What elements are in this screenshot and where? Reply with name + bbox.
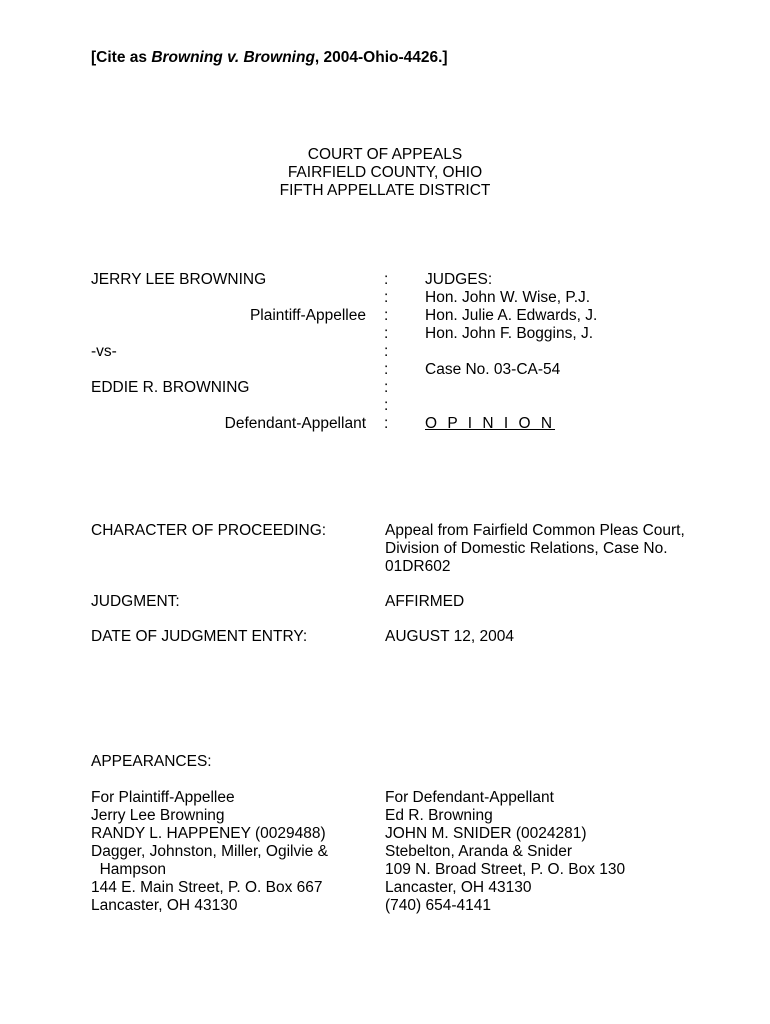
date-of-entry-value: AUGUST 12, 2004 bbox=[385, 628, 514, 645]
case-caption-parties bbox=[91, 271, 366, 433]
defendant-counsel-line: JOHN M. SNIDER (0024281) bbox=[385, 825, 587, 842]
defendant-counsel-line: Lancaster, OH 43130 bbox=[385, 879, 532, 896]
separator: : bbox=[384, 379, 389, 396]
appearances-heading: APPEARANCES: bbox=[91, 753, 212, 770]
caption-separator-column bbox=[384, 271, 388, 433]
separator: : bbox=[384, 307, 389, 324]
case-caption-judges bbox=[425, 271, 597, 433]
defendant-counsel-line: 109 N. Broad Street, P. O. Box 130 bbox=[385, 861, 626, 878]
plaintiff-counsel-block bbox=[91, 789, 328, 915]
defendant-name: EDDIE R. BROWNING bbox=[91, 379, 250, 396]
plaintiff-counsel-line: Hampson bbox=[91, 861, 166, 878]
court-line-2: FAIRFIELD COUNTY, OHIO bbox=[287, 164, 483, 181]
proceeding-line: Division of Domestic Relations, Case No. bbox=[385, 540, 668, 557]
separator: : bbox=[384, 415, 389, 432]
judge-name: Hon. Julie A. Edwards, J. bbox=[425, 307, 598, 324]
judge-name: Hon. John W. Wise, P.J. bbox=[425, 289, 591, 306]
date-of-entry-label: DATE OF JUDGMENT ENTRY: bbox=[91, 628, 308, 645]
defendant-counsel-line: Ed R. Browning bbox=[385, 807, 493, 824]
citation-prefix: [Cite as bbox=[91, 49, 152, 66]
court-heading bbox=[0, 146, 770, 200]
separator: : bbox=[384, 397, 389, 414]
proceeding-line: Appeal from Fairfield Common Pleas Court, bbox=[385, 522, 685, 539]
plaintiff-name: JERRY LEE BROWNING bbox=[91, 271, 267, 288]
separator: : bbox=[384, 289, 389, 306]
separator: : bbox=[384, 343, 389, 360]
proceeding-line: 01DR602 bbox=[385, 558, 451, 575]
judgment-value: AFFIRMED bbox=[385, 593, 465, 610]
court-line-3: FIFTH APPELLATE DISTRICT bbox=[279, 182, 491, 199]
versus: -vs- bbox=[91, 343, 117, 360]
defendant-role: Defendant-Appellant bbox=[224, 415, 366, 432]
plaintiff-counsel-line: 144 E. Main Street, P. O. Box 667 bbox=[91, 879, 323, 896]
defendant-counsel-line: For Defendant-Appellant bbox=[385, 789, 554, 806]
plaintiff-counsel-line: RANDY L. HAPPENEY (0029488) bbox=[91, 825, 326, 842]
proceeding-value bbox=[385, 522, 685, 576]
defendant-counsel-block bbox=[385, 789, 625, 915]
judge-name: Hon. John F. Boggins, J. bbox=[425, 325, 594, 342]
defendant-counsel-line: Stebelton, Aranda & Snider bbox=[385, 843, 572, 860]
judgment-label: JUDGMENT: bbox=[91, 593, 180, 610]
citation-case-name: Browning v. Browning bbox=[151, 49, 315, 66]
plaintiff-counsel-line: Lancaster, OH 43130 bbox=[91, 897, 238, 914]
separator: : bbox=[384, 361, 389, 378]
judges-heading: JUDGES: bbox=[425, 271, 493, 288]
case-number: Case No. 03-CA-54 bbox=[425, 361, 561, 378]
defendant-counsel-line: (740) 654-4141 bbox=[385, 897, 491, 914]
plaintiff-counsel-line: For Plaintiff-Appellee bbox=[91, 789, 235, 806]
plaintiff-role: Plaintiff-Appellee bbox=[249, 307, 366, 324]
court-line-1: COURT OF APPEALS bbox=[307, 146, 463, 163]
plaintiff-counsel-line: Dagger, Johnston, Miller, Ogilvie & bbox=[91, 843, 328, 860]
separator: : bbox=[384, 271, 389, 288]
separator: : bbox=[384, 325, 389, 342]
citation-suffix: , 2004-Ohio-4426.] bbox=[314, 49, 448, 66]
citation-line bbox=[91, 49, 448, 67]
plaintiff-counsel-line: Jerry Lee Browning bbox=[91, 807, 225, 824]
proceeding-label: CHARACTER OF PROCEEDING: bbox=[91, 522, 327, 539]
opinion-title: O P I N I O N bbox=[425, 415, 556, 432]
